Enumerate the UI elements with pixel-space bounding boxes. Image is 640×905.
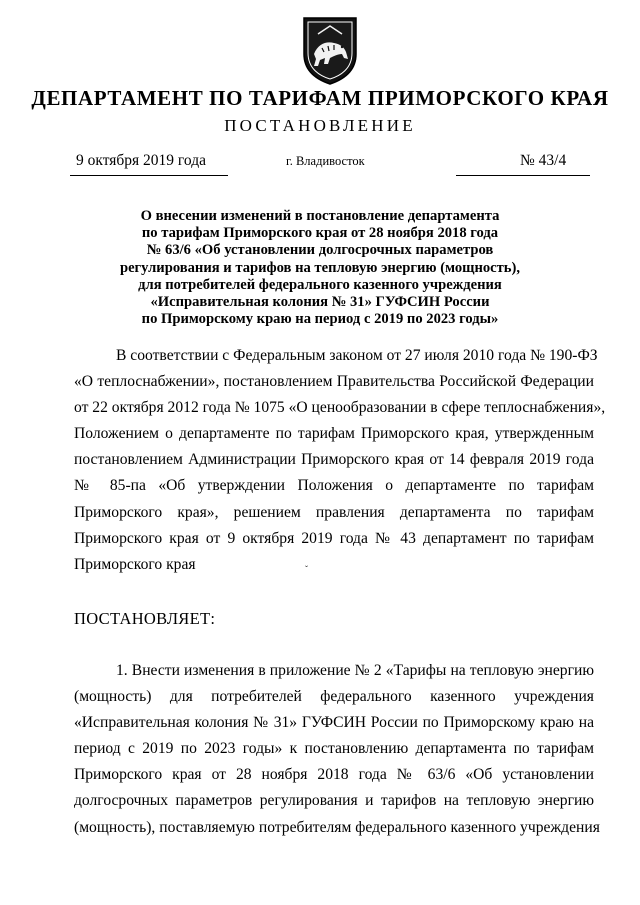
paragraph-line: Положением о департаменте по тарифам Приморского края, утвержденным <box>74 425 594 443</box>
clause-1-paragraph <box>74 658 600 841</box>
subject-line: О внесении изменений в постановление департамента <box>140 208 500 224</box>
decree-heading: ПОСТАНОВЛЯЕТ: <box>74 609 216 628</box>
paragraph-line: Приморского края от 9 октября 2019 года № 43 департамент по тарифам <box>74 529 594 547</box>
primorsky-coat-of-arms-tiger-icon <box>298 14 362 86</box>
paragraph-line: (мощность) для потребителей федерального казенного учреждения <box>74 688 594 706</box>
subject-line: по тарифам Приморского края от 28 ноября 2018 года <box>141 225 499 242</box>
paragraph-line: В соответствии с Федеральным законом от 27 июля 2010 года № 190-ФЗ <box>116 347 598 364</box>
subject-line: регулирования и тарифов на тепловую энергию (мощность), <box>119 259 521 276</box>
document-date: 9 октября 2019 года <box>76 152 206 169</box>
paragraph-line: «О теплоснабжении», постановлением Правительства Российской Федерации <box>74 373 594 391</box>
scan-mark: ˇ <box>305 564 308 574</box>
paragraph-line: № 85-па «Об утверждении Положения о департаменте по тарифам <box>74 477 594 495</box>
department-title: ДЕПАРТАМЕНТ ПО ТАРИФАМ ПРИМОРСКОГО КРАЯ <box>31 86 609 110</box>
paragraph-line: Приморского края», решением правления департамента по тарифам <box>74 503 594 521</box>
paragraph-line: Приморского края от 28 ноября 2018 года № 63/6 «Об установлении <box>74 766 594 784</box>
document-city: г. Владивосток <box>286 154 365 168</box>
subject-line: № 63/6 «Об установлении долгосрочных параметров <box>146 242 494 259</box>
subject-line: по Приморскому краю на период с 2019 по 2023 годы» <box>141 311 499 328</box>
paragraph-line: период с 2019 по 2023 годы» к постановлению департамента по тарифам <box>74 740 594 758</box>
paragraph-line: 1. Внести изменения в приложение № 2 «Тарифы на тепловую энергию <box>116 662 594 679</box>
paragraph-line: от 22 октября 2012 года № 1075 «О ценообразовании в сфере теплоснабжения», <box>74 399 606 417</box>
document-subject <box>90 208 550 328</box>
date-underline <box>70 175 228 176</box>
paragraph-line: «Исправительная колония № 31» ГУФСИН России по Приморскому краю на <box>74 714 594 732</box>
subject-line: для потребителей федерального казенного учреждения <box>138 276 502 293</box>
paragraph-line: (мощность), поставляемую потребителям федерального казенного учреждения <box>74 818 600 836</box>
paragraph-line: долгосрочных параметров регулирования и тарифов на тепловую энергию <box>74 792 594 810</box>
preamble-paragraph <box>74 343 606 578</box>
paragraph-line: Приморского края <box>74 555 196 573</box>
subject-line: «Исправительная колония № 31» ГУФСИН России <box>150 294 490 311</box>
paragraph-line: постановлением Администрации Приморского края от 14 февраля 2019 года <box>74 451 594 469</box>
number-underline <box>456 175 590 176</box>
document-kind: ПОСТАНОВЛЕНИЕ <box>224 116 416 135</box>
document-number: № 43/4 <box>520 152 567 169</box>
